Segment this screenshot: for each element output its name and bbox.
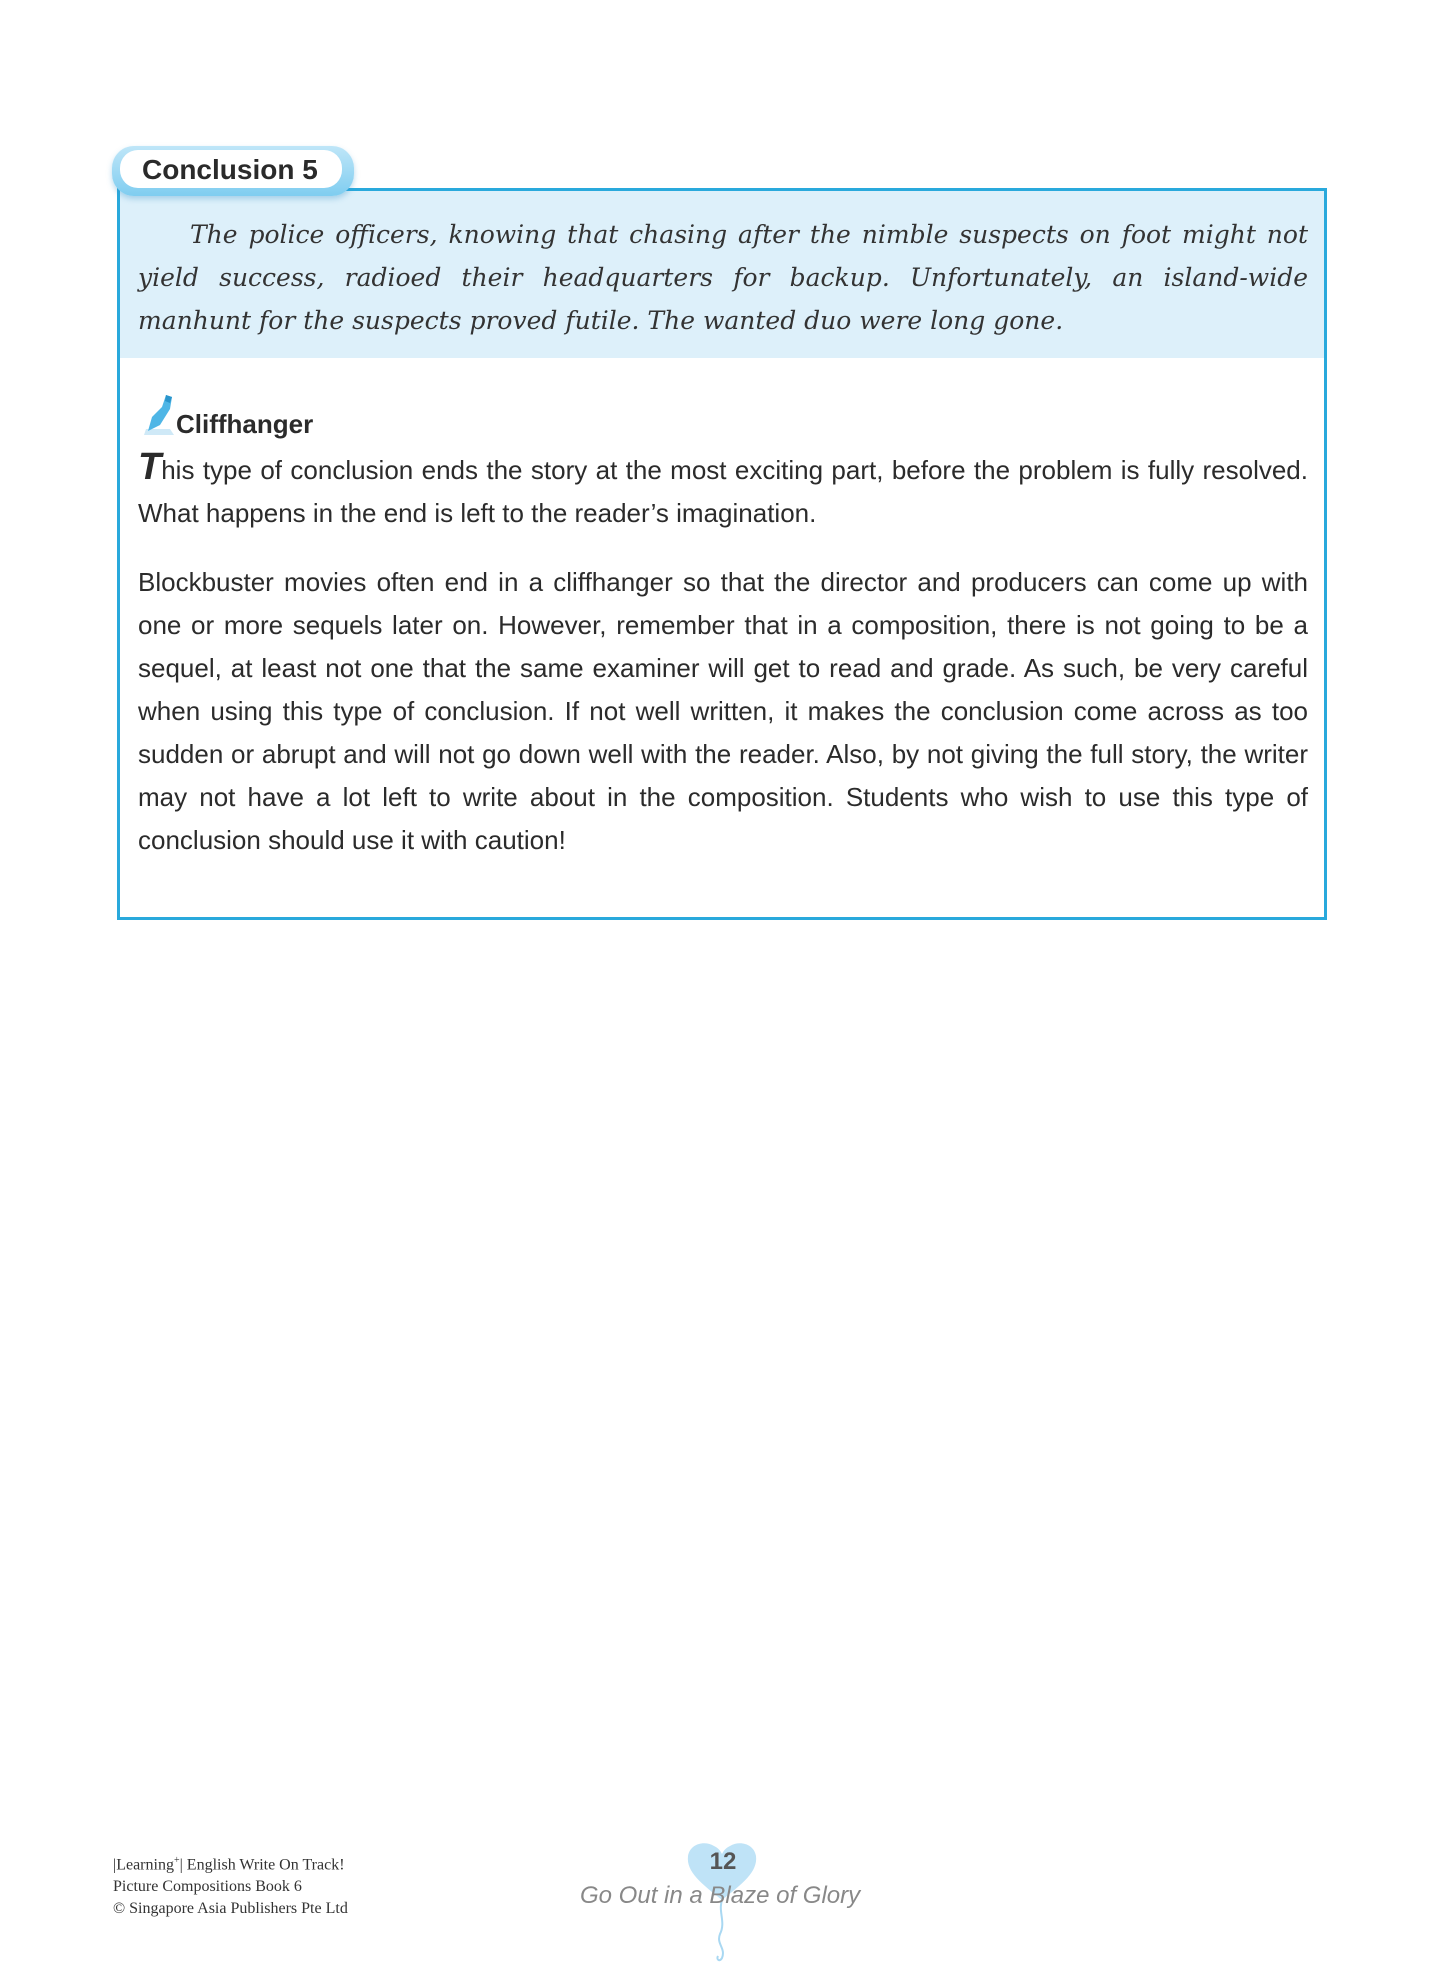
intro-paragraph (138, 446, 1308, 535)
page-number: 12 (709, 1848, 737, 1875)
intro-text: his type of conclusion ends the story at the most exciting part, before the problem is fully resolved. What happens in the end is left to the reader’s imagination. (138, 455, 1308, 528)
conclusion-box (117, 188, 1327, 920)
footer-book: Picture Compositions Book 6 (113, 1878, 302, 1896)
example-paragraph: The police officers, knowing that chasing after the nimble suspects on foot might not yield success, radioed their headquarters for backup. Unfortunately, an island-wide manhunt for the suspects proved futile. The wanted duo were long gone. (138, 220, 1308, 335)
heading-label: Cliffhanger (176, 409, 314, 439)
drop-cap: T (138, 446, 162, 488)
section-tab (112, 146, 354, 196)
footer-brand: |Learning+| English Write On Track! (113, 1855, 345, 1874)
section-title: Conclusion 5 (142, 154, 318, 185)
chapter-title: Go Out in a Blaze of Glory (580, 1882, 861, 1909)
footer-credits (113, 1850, 348, 1920)
footer-copyright: © Singapore Asia Publishers Pte Ltd (113, 1900, 348, 1918)
pen-icon (140, 391, 180, 439)
body-paragraph: Blockbuster movies often end in a cliffhanger so that the director and producers can come up with one or more sequels later on. However, remember that in a composition, there is not going to be a sequel, at least not one that the same examiner will get to read and grade. As such, be very careful when using this type of conclusion. If not well written, it makes the conclusion come across as too sudden or abrupt and will not go down well with the reader. Also, by not giving the full story, the writer may not have a lot left to write about in the composition. Students who wish to use this type of conclusion should use it with caution! (138, 567, 1308, 855)
